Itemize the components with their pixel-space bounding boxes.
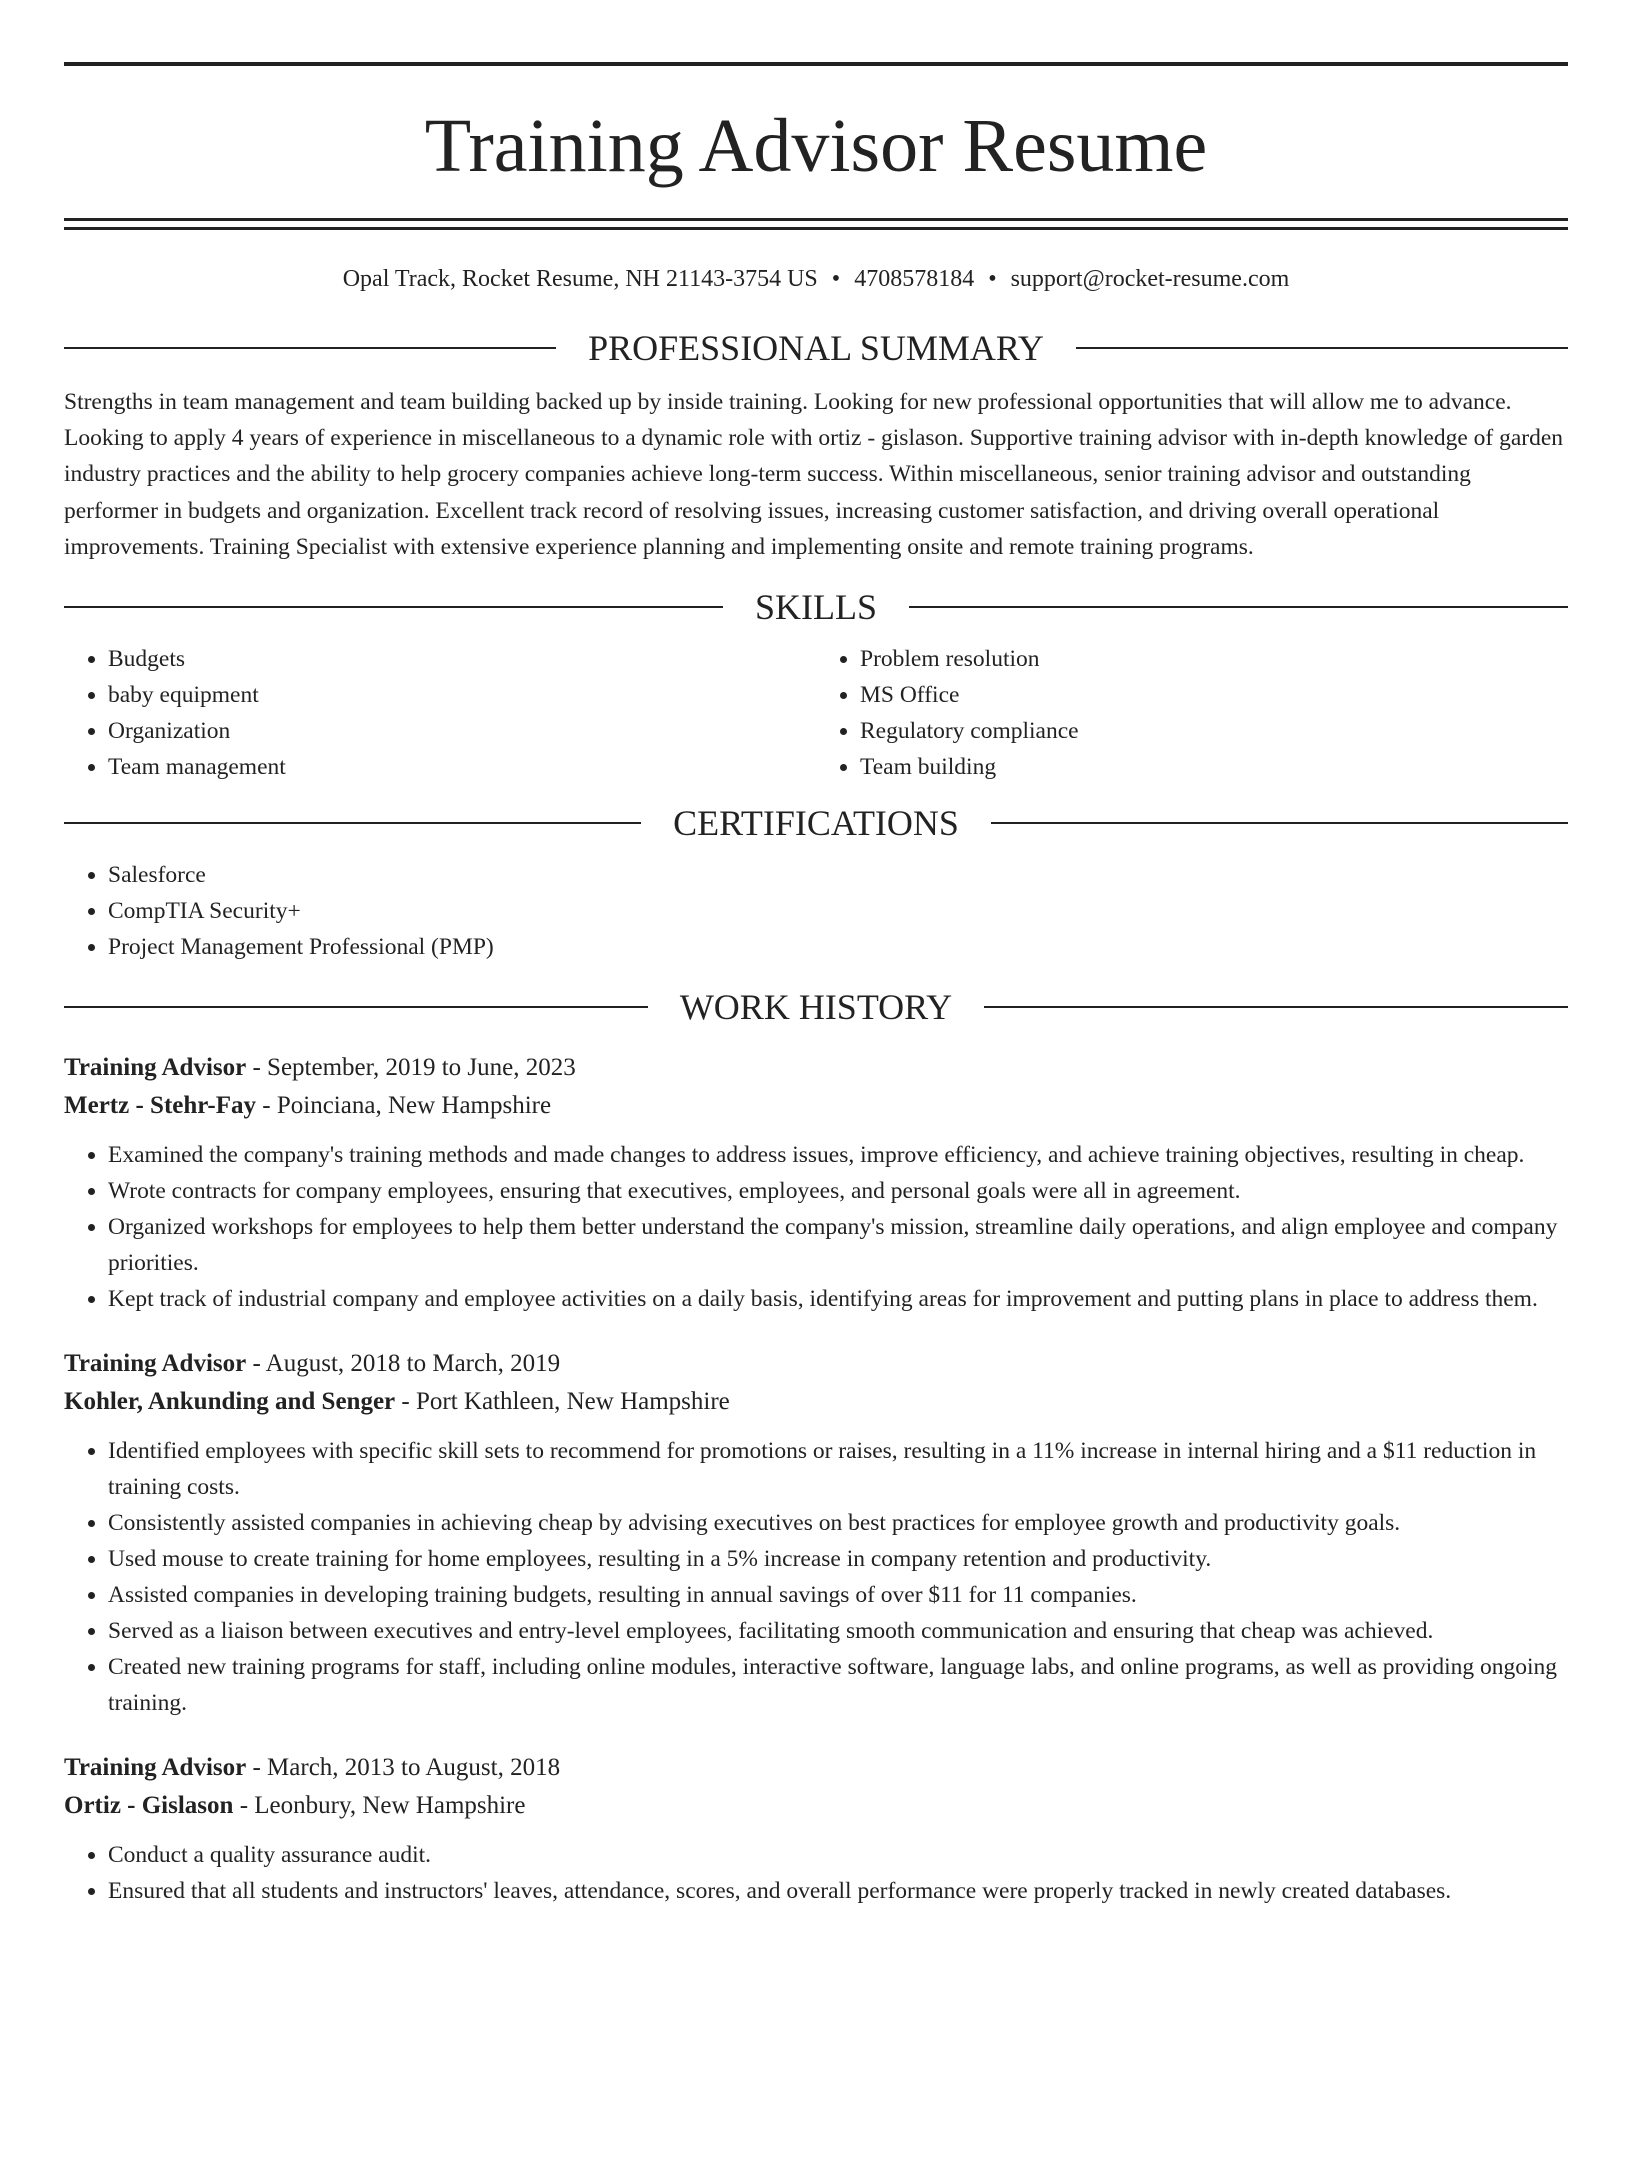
job-company-line: Kohler, Ankunding and Senger - Port Kathleen, New Hampshire — [64, 1388, 730, 1416]
job-bullets — [64, 1433, 1568, 1721]
job-bullet: • Organized workshops for employees to help them better understand the company's mission, streamline daily operations, and align employee and company priorities. — [108, 1209, 1568, 1281]
work-history-heading-label: WORK HISTORY — [679, 987, 953, 1028]
contact-line — [64, 264, 1568, 294]
job-bullet: • Consistently assisted companies in achieving cheap by advising executives on best practices for employee growth and productivity goals. — [108, 1505, 1568, 1541]
skill-item: • Team building — [860, 749, 1568, 785]
skills-heading-label: SKILLS — [755, 587, 878, 628]
skills-list-right — [816, 641, 1568, 785]
job-company: Ortiz - Gislason — [64, 1792, 234, 1820]
job-bullet: • Identified employees with specific skill sets to recommend for promotions or raises, resulting in a 11% increase in internal hiring and a $11 reduction in training costs. — [108, 1433, 1568, 1505]
contact-phone: 4708578184 — [854, 266, 975, 292]
contact-address: Opal Track, Rocket Resume, NH 21143-3754 US — [342, 266, 818, 292]
contact-separator: • — [831, 266, 841, 292]
job-bullet: • Wrote contracts for company employees, ensuring that executives, employees, and personal goals were all in agreement. — [108, 1173, 1568, 1209]
job-bullet: • Used mouse to create training for home employees, resulting in a 5% increase in company retention and productivity. — [108, 1541, 1568, 1577]
job-company: Mertz - Stehr-Fay — [64, 1092, 257, 1120]
job-dates: August, 2018 to March, 2019 — [265, 1350, 561, 1378]
job-title: Training Advisor — [64, 1054, 247, 1082]
skills-list-left — [64, 641, 816, 785]
skill-item: • MS Office — [860, 677, 1568, 713]
work-history-section-heading — [64, 987, 1568, 1027]
job-bullets — [64, 1837, 1568, 1909]
skill-item: • baby equipment — [108, 677, 816, 713]
certifications-heading-label: CERTIFICATIONS — [673, 803, 959, 844]
job-company-line: Mertz - Stehr-Fay - Poinciana, New Hampshire — [64, 1092, 552, 1120]
heading-rule-left — [64, 606, 723, 608]
heading-rule-right — [1076, 347, 1568, 349]
skill-item: • Regulatory compliance — [860, 713, 1568, 749]
job-dates: March, 2013 to August, 2018 — [267, 1754, 561, 1782]
heading-rule-right — [991, 822, 1568, 824]
skills-section-heading — [64, 587, 1568, 627]
certification-item: • CompTIA Security+ — [108, 893, 1568, 929]
heading-rule-left — [64, 1006, 648, 1008]
skill-item: • Problem resolution — [860, 641, 1568, 677]
heading-rule-left — [64, 347, 556, 349]
job-bullet: • Kept track of industrial company and employee activities on a daily basis, identifying areas for improvement and putting plans in place to address them. — [108, 1281, 1568, 1317]
top-rule — [64, 62, 1568, 66]
job-bullet: • Served as a liaison between executives and entry-level employees, facilitating smooth communication and ensuring that cheap was achieved. — [108, 1613, 1568, 1649]
job-dates: September, 2019 to June, 2023 — [267, 1054, 576, 1082]
job-title-line: Training Advisor - March, 2013 to August, 2018 — [64, 1754, 561, 1782]
heading-rule-left — [64, 822, 641, 824]
job-location: Poinciana, New Hampshire — [276, 1092, 552, 1120]
job-company-line: Ortiz - Gislason - Leonbury, New Hampshire — [64, 1792, 526, 1820]
job-entry — [64, 1345, 1568, 1721]
job-bullet: • Ensured that all students and instructors' leaves, attendance, scores, and overall performance were properly tracked in newly created databases. — [108, 1873, 1568, 1909]
job-bullet: • Created new training programs for staff, including online modules, interactive software, language labs, and online programs, as well as providing ongoing training. — [108, 1649, 1568, 1721]
skill-item: • Organization — [108, 713, 816, 749]
skill-item: • Team management — [108, 749, 816, 785]
heading-rule-right — [984, 1006, 1568, 1008]
title-double-rule — [64, 218, 1568, 230]
contact-email: support@rocket-resume.com — [1010, 266, 1290, 292]
contact-separator: • — [988, 266, 997, 292]
job-location: Leonbury, New Hampshire — [254, 1792, 526, 1820]
job-company: Kohler, Ankunding and Senger — [64, 1388, 396, 1416]
job-bullet: • Assisted companies in developing training budgets, resulting in annual savings of over $11 for 11 companies. — [108, 1577, 1568, 1613]
skill-item: • Budgets — [108, 641, 816, 677]
resume-page — [0, 62, 1632, 2174]
job-bullet: • Conduct a quality assurance audit. — [108, 1837, 1568, 1873]
job-title: Training Advisor — [64, 1754, 247, 1782]
job-entry — [64, 1749, 1568, 1909]
certifications-list — [64, 857, 1568, 965]
job-location: Port Kathleen, New Hampshire — [415, 1388, 730, 1416]
heading-rule-right — [909, 606, 1568, 608]
professional-summary-text: Strengths in team management and team building backed up by inside training. Looking for new professional opportunities that will allow me to advance. Looking to apply 4 years of experience in miscellaneous to a dynamic role with ortiz - gislason. Supportive training advisor with in-depth knowledge of garden industry practices and the ability to help grocery companies achieve long-term success. Within miscellaneous, senior training advisor and outstanding performer in budgets and organization. Excellent track record of resolving issues, increasing customer satisfaction, and driving overall operational improvements. Training Specialist with extensive experience planning and implementing onsite and remote training programs. — [64, 389, 1564, 560]
job-bullet: • Examined the company's training methods and made changes to address issues, improve efficiency, and achieve training objectives, resulting in cheap. — [108, 1137, 1568, 1173]
certifications-section-heading — [64, 803, 1568, 843]
skills-grid — [64, 627, 1568, 785]
summary-section-heading — [64, 328, 1568, 368]
certification-item: • Salesforce — [108, 857, 1568, 893]
resume-title: Training Advisor Resume — [424, 104, 1208, 188]
job-title-line: Training Advisor - September, 2019 to June, 2023 — [64, 1054, 576, 1082]
summary-heading-label: PROFESSIONAL SUMMARY — [588, 328, 1044, 368]
job-title-line: Training Advisor - August, 2018 to March, 2019 — [64, 1350, 561, 1378]
job-title: Training Advisor — [64, 1350, 247, 1378]
job-bullets — [64, 1137, 1568, 1317]
job-entry — [64, 1049, 1568, 1317]
certification-item: • Project Management Professional (PMP) — [108, 929, 1568, 965]
